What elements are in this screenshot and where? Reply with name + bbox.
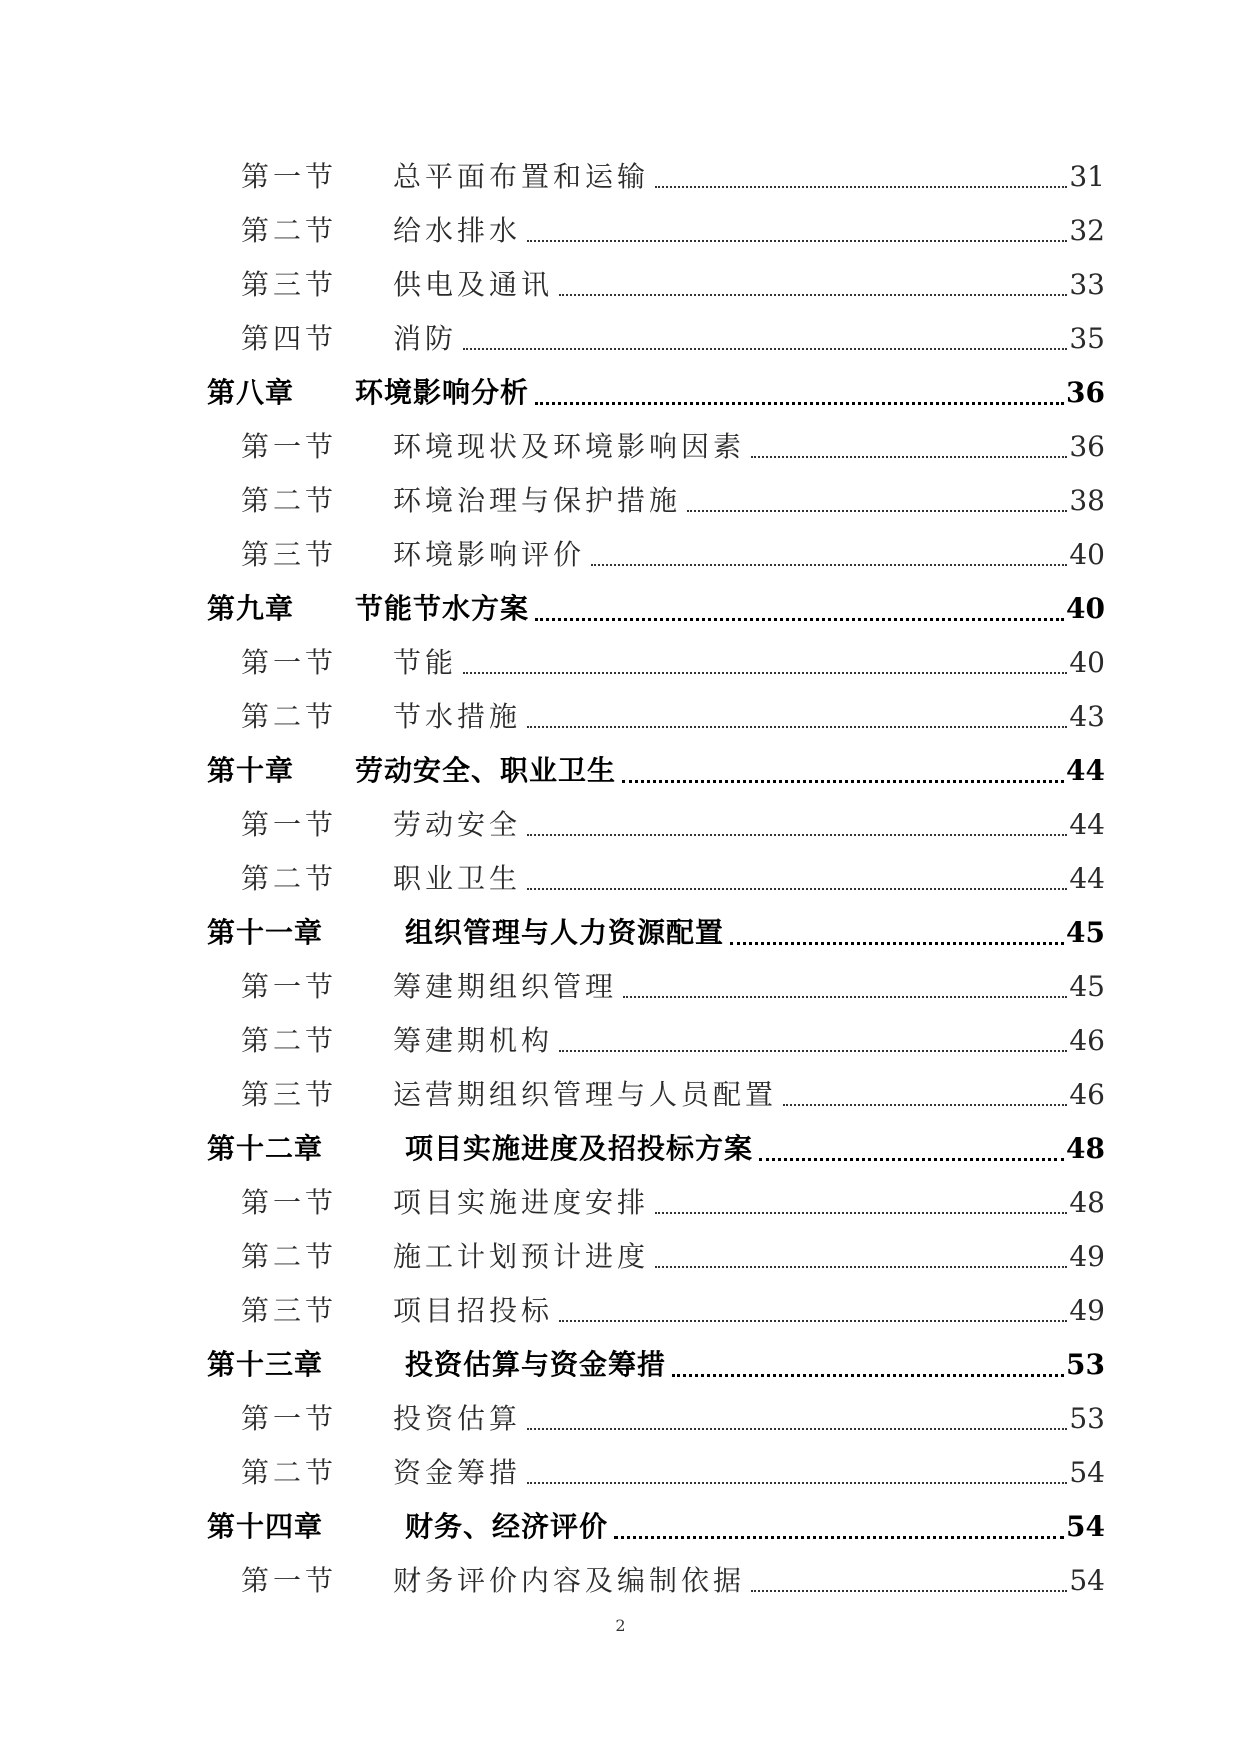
chapter-title: 投资估算与资金筹措	[405, 1348, 667, 1381]
chapter-title: 财务、经济评价	[405, 1510, 609, 1543]
toc-chapter-entry[interactable]	[207, 582, 1105, 636]
toc-section-entry[interactable]	[207, 474, 1105, 528]
page-reference: 45	[1069, 970, 1105, 1003]
dot-leader	[535, 582, 1064, 636]
section-label: 第二节	[241, 700, 338, 733]
section-label: 第一节	[241, 1402, 338, 1435]
page-reference: 54	[1069, 1456, 1105, 1489]
page-number: 2	[615, 1616, 626, 1635]
page-reference: 45	[1066, 916, 1105, 949]
section-label: 第三节	[241, 538, 338, 571]
dot-leader	[655, 1176, 1067, 1230]
section-label: 第二节	[241, 484, 338, 517]
toc-section-entry[interactable]	[207, 1554, 1105, 1608]
dot-leader	[527, 1392, 1067, 1446]
page-reference: 53	[1069, 1402, 1105, 1435]
page-reference: 46	[1069, 1078, 1105, 1111]
dot-leader	[751, 1554, 1067, 1608]
dot-leader	[672, 1338, 1064, 1392]
section-label: 第二节	[241, 214, 338, 247]
section-title: 项目招投标	[393, 1294, 554, 1327]
section-title: 资金筹措	[393, 1456, 522, 1489]
section-title: 节能	[393, 646, 458, 679]
chapter-label: 第十章	[207, 754, 295, 787]
section-title: 施工计划预计进度	[393, 1240, 650, 1273]
toc-section-entry[interactable]	[207, 258, 1105, 312]
toc-section-entry[interactable]	[207, 1230, 1105, 1284]
chapter-label: 第八章	[207, 376, 295, 409]
toc-chapter-entry[interactable]	[207, 366, 1105, 420]
dot-leader	[527, 690, 1067, 744]
section-title: 环境现状及环境影响因素	[393, 430, 746, 463]
section-label: 第一节	[241, 430, 338, 463]
dot-leader	[527, 1446, 1067, 1500]
section-title: 财务评价内容及编制依据	[393, 1564, 746, 1597]
page-reference: 40	[1066, 592, 1105, 625]
page-reference: 33	[1069, 268, 1105, 301]
page-reference: 49	[1069, 1294, 1105, 1327]
page-reference: 36	[1069, 430, 1105, 463]
toc-section-entry[interactable]	[207, 1014, 1105, 1068]
toc-section-entry[interactable]	[207, 1446, 1105, 1500]
dot-leader	[730, 906, 1064, 960]
dot-leader	[623, 960, 1067, 1014]
section-label: 第二节	[241, 862, 338, 895]
page-reference: 49	[1069, 1240, 1105, 1273]
dot-leader	[687, 474, 1067, 528]
section-title: 给水排水	[393, 214, 522, 247]
chapter-title: 环境影响分析	[355, 376, 530, 409]
dot-leader	[463, 312, 1067, 366]
section-title: 供电及通讯	[393, 268, 554, 301]
toc-section-entry[interactable]	[207, 1392, 1105, 1446]
page-reference: 31	[1069, 160, 1105, 193]
page-reference: 54	[1066, 1510, 1105, 1543]
section-label: 第一节	[241, 1564, 338, 1597]
section-title: 运营期组织管理与人员配置	[393, 1078, 778, 1111]
section-title: 投资估算	[393, 1402, 522, 1435]
toc-section-entry[interactable]	[207, 636, 1105, 690]
section-label: 第一节	[241, 160, 338, 193]
page-reference: 44	[1069, 862, 1105, 895]
toc-section-entry[interactable]	[207, 852, 1105, 906]
page-reference: 48	[1069, 1186, 1105, 1219]
section-label: 第一节	[241, 646, 338, 679]
toc-section-entry[interactable]	[207, 960, 1105, 1014]
toc-section-entry[interactable]	[207, 204, 1105, 258]
page-reference: 40	[1069, 538, 1105, 571]
section-title: 筹建期组织管理	[393, 970, 618, 1003]
dot-leader	[527, 798, 1067, 852]
section-label: 第三节	[241, 268, 338, 301]
dot-leader	[527, 204, 1067, 258]
page-reference: 46	[1069, 1024, 1105, 1057]
chapter-label: 第十三章	[207, 1348, 324, 1381]
section-title: 环境影响评价	[393, 538, 586, 571]
toc-chapter-entry[interactable]	[207, 1500, 1105, 1554]
dot-leader	[751, 420, 1067, 474]
toc-section-entry[interactable]	[207, 420, 1105, 474]
section-title: 节水措施	[393, 700, 522, 733]
section-label: 第三节	[241, 1294, 338, 1327]
dot-leader	[535, 366, 1064, 420]
section-title: 劳动安全	[393, 808, 522, 841]
section-label: 第二节	[241, 1024, 338, 1057]
page-reference: 44	[1066, 754, 1105, 787]
page-reference: 53	[1066, 1348, 1105, 1381]
section-label: 第一节	[241, 970, 338, 1003]
toc-section-entry[interactable]	[207, 1068, 1105, 1122]
toc-section-entry[interactable]	[207, 528, 1105, 582]
page-reference: 40	[1069, 646, 1105, 679]
chapter-label: 第九章	[207, 592, 295, 625]
page-reference: 48	[1066, 1132, 1105, 1165]
dot-leader	[655, 150, 1067, 204]
dot-leader	[463, 636, 1067, 690]
toc-section-entry[interactable]	[207, 312, 1105, 366]
section-label: 第二节	[241, 1456, 338, 1489]
dot-leader	[559, 1284, 1067, 1338]
page-reference: 43	[1069, 700, 1105, 733]
section-label: 第一节	[241, 808, 338, 841]
chapter-title: 节能节水方案	[355, 592, 530, 625]
chapter-label: 第十二章	[207, 1132, 324, 1165]
page-reference: 35	[1069, 322, 1105, 355]
section-label: 第四节	[241, 322, 338, 355]
toc-chapter-entry[interactable]	[207, 906, 1105, 960]
section-label: 第二节	[241, 1240, 338, 1273]
toc-chapter-entry[interactable]	[207, 1338, 1105, 1392]
section-title: 职业卫生	[393, 862, 522, 895]
toc-section-entry[interactable]	[207, 150, 1105, 204]
section-label: 第一节	[241, 1186, 338, 1219]
toc-section-entry[interactable]	[207, 1176, 1105, 1230]
dot-leader	[559, 258, 1067, 312]
dot-leader	[591, 528, 1067, 582]
chapter-title: 组织管理与人力资源配置	[405, 916, 725, 949]
toc-section-entry[interactable]	[207, 690, 1105, 744]
section-title: 筹建期机构	[393, 1024, 554, 1057]
dot-leader	[759, 1122, 1064, 1176]
page-reference: 38	[1069, 484, 1105, 517]
toc-section-entry[interactable]	[207, 798, 1105, 852]
toc-chapter-entry[interactable]	[207, 744, 1105, 798]
section-title: 环境治理与保护措施	[393, 484, 682, 517]
page-reference: 32	[1069, 214, 1105, 247]
dot-leader	[559, 1014, 1067, 1068]
page-reference: 36	[1066, 376, 1105, 409]
section-title: 总平面布置和运输	[393, 160, 650, 193]
page-reference: 54	[1069, 1564, 1105, 1597]
section-title: 消防	[393, 322, 458, 355]
toc-section-entry[interactable]	[207, 1284, 1105, 1338]
dot-leader	[783, 1068, 1067, 1122]
dot-leader	[527, 852, 1067, 906]
dot-leader	[655, 1230, 1067, 1284]
chapter-title: 项目实施进度及招投标方案	[405, 1132, 754, 1165]
toc-chapter-entry[interactable]	[207, 1122, 1105, 1176]
page-reference: 44	[1069, 808, 1105, 841]
section-title: 项目实施进度安排	[393, 1186, 650, 1219]
table-of-contents	[207, 150, 1105, 1608]
dot-leader	[614, 1500, 1064, 1554]
section-label: 第三节	[241, 1078, 338, 1111]
chapter-title: 劳动安全、职业卫生	[355, 754, 617, 787]
chapter-label: 第十一章	[207, 916, 324, 949]
dot-leader	[622, 744, 1064, 798]
chapter-label: 第十四章	[207, 1510, 324, 1543]
